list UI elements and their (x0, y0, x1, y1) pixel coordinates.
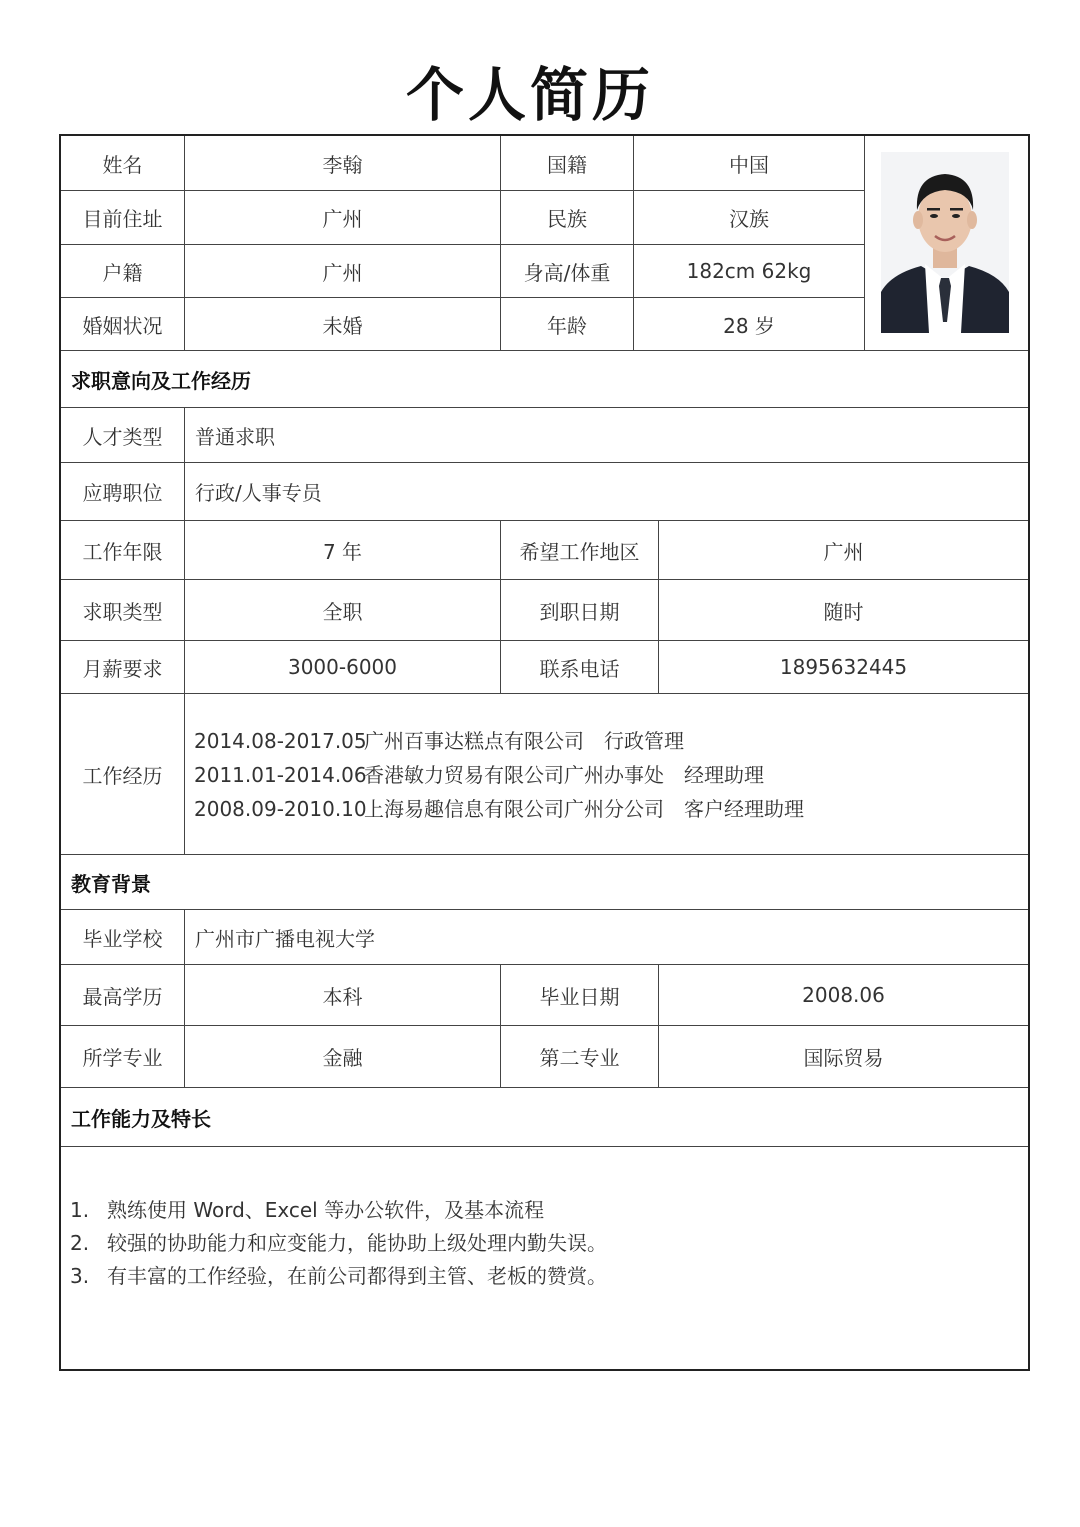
list-item (70, 1262, 607, 1295)
marital-value: 未婚 (322, 313, 363, 338)
phone-label: 联系电话 (539, 656, 620, 681)
hukou-label: 户籍 (102, 260, 143, 285)
phone-value: 1895632445 (779, 655, 908, 679)
section-title-skills: 工作能力及特长 (71, 1106, 211, 1131)
experience-role: 行政管理 (604, 729, 684, 753)
ethnicity-value: 汉族 (729, 207, 769, 231)
region-label: 希望工作地区 (519, 539, 640, 564)
name-label: 姓名 (102, 152, 143, 177)
skills-list (70, 1196, 607, 1295)
salary-label: 月薪要求 (82, 656, 163, 681)
profile-photo (881, 152, 1009, 333)
nationality-label: 国籍 (547, 152, 587, 177)
list-item (70, 1196, 607, 1229)
experience-role: 经理助理 (684, 763, 764, 787)
grad-date-value: 2008.06 (802, 983, 885, 1007)
address-value: 广州 (322, 207, 363, 231)
hukou-value: 广州 (322, 260, 363, 285)
page-title: 个人简历 (405, 61, 654, 129)
marital-label: 婚姻状况 (82, 313, 163, 338)
skill-text: 熟练使用 Word、Excel 等办公软件，及基本流程 (107, 1198, 545, 1222)
experience-dates: 2011.01-2014.06 (194, 763, 367, 787)
job-type-value: 全职 (322, 599, 363, 624)
region-value: 广州 (823, 539, 864, 564)
job-type-label: 求职类型 (82, 599, 163, 624)
list-number: 2. (70, 1231, 90, 1255)
col-divider (864, 136, 865, 350)
school-label: 毕业学校 (82, 926, 163, 951)
major-label: 所学专业 (82, 1046, 163, 1070)
age-label: 年龄 (547, 313, 587, 338)
talent-type-label: 人才类型 (82, 424, 163, 449)
experience-dates: 2014.08-2017.05 (194, 729, 367, 753)
degree-label: 最高学历 (82, 984, 163, 1009)
height-weight-label: 身高/体重 (523, 260, 611, 285)
experience-dates: 2008.09-2010.10 (194, 797, 367, 821)
row-divider (61, 1146, 1028, 1147)
position-label: 应聘职位 (82, 481, 163, 505)
minor-value: 国际贸易 (803, 1046, 884, 1070)
name-value: 李翰 (322, 152, 363, 177)
skill-text: 有丰富的工作经验，在前公司都得到主管、老板的赞赏。 (107, 1264, 607, 1288)
address-label: 目前住址 (82, 207, 163, 231)
minor-label: 第二专业 (539, 1046, 620, 1070)
list-item (194, 795, 804, 829)
major-value: 金融 (322, 1046, 363, 1070)
talent-type-value: 普通求职 (195, 424, 275, 449)
height-weight-value: 182cm 62kg (686, 259, 812, 283)
section-title-job: 求职意向及工作经历 (71, 368, 251, 393)
school-value: 广州市广播电视大学 (195, 926, 375, 951)
list-item (70, 1229, 607, 1262)
experience-company: 香港敏力贸易有限公司广州办事处 (364, 763, 664, 787)
start-date-label: 到职日期 (539, 599, 620, 624)
experience-role: 客户经理助理 (684, 797, 804, 821)
section-title-education: 教育背景 (71, 871, 151, 896)
work-years-label: 工作年限 (82, 539, 163, 564)
list-number: 1. (70, 1198, 90, 1222)
work-years-value: 7 年 (322, 539, 363, 564)
person-portrait-icon (881, 152, 1009, 333)
degree-value: 本科 (322, 984, 363, 1009)
list-item (194, 761, 804, 795)
nationality-value: 中国 (729, 152, 769, 177)
salary-value: 3000-6000 (287, 655, 397, 679)
experience-company: 上海易趣信息有限公司广州分公司 (364, 797, 664, 821)
experience-company: 广州百事达糕点有限公司 (364, 729, 584, 753)
position-value: 行政/人事专员 (195, 481, 322, 505)
experience-label: 工作经历 (82, 763, 163, 788)
age-value: 28 岁 (723, 313, 775, 338)
grad-date-label: 毕业日期 (539, 984, 620, 1009)
skill-text: 较强的协助能力和应变能力，能协助上级处理内勤失误。 (107, 1231, 607, 1255)
row-divider (61, 693, 1028, 694)
ethnicity-label: 民族 (547, 207, 587, 231)
list-item (194, 727, 804, 761)
list-number: 3. (70, 1264, 90, 1288)
experience-list (194, 727, 804, 829)
start-date-value: 随时 (823, 599, 864, 624)
